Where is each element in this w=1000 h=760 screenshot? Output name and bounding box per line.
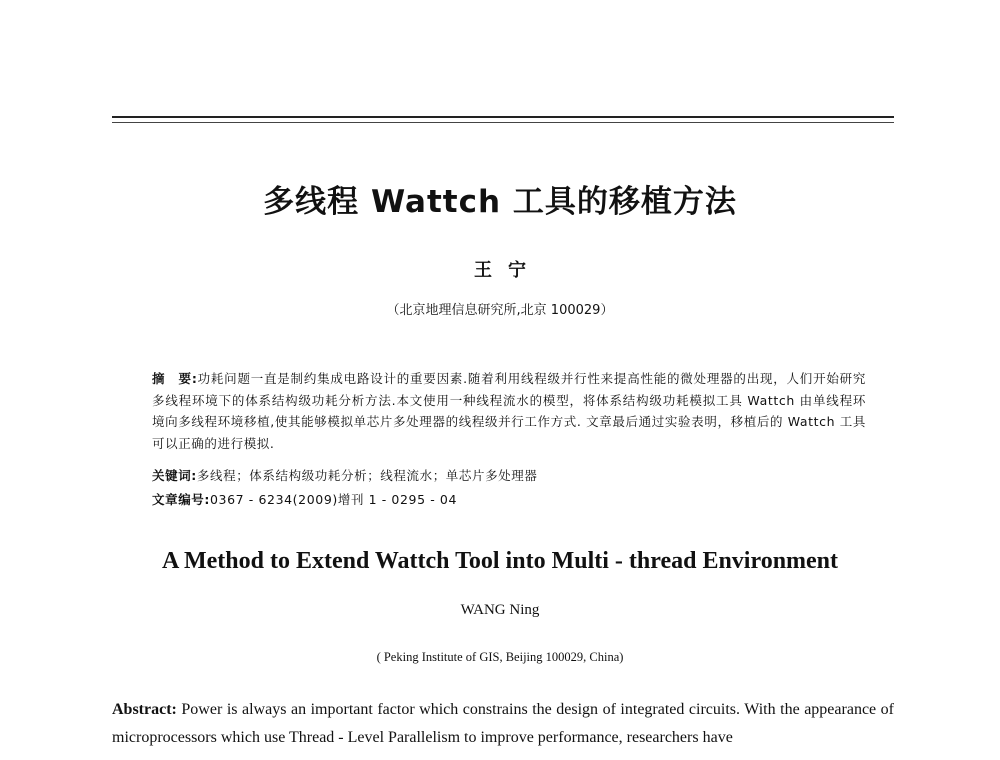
chinese-abstract [152, 368, 866, 454]
english-abstract-text: Power is always an important factor which constrains the design of integrated circuits. With the appearance of microprocessors which use Thread - Level Parallelism to improve performance, researchers have [112, 701, 894, 746]
english-author: WANG Ning [460, 602, 540, 618]
header-rule-thin [112, 122, 894, 123]
chinese-abstract-text: 功耗问题一直是制约集成电路设计的重要因素.随着利用线程级并行性来提高性能的微处理器的出现，人们开始研究多线程环境下的体系结构级功耗分析方法.本文使用一种线程流水的模型，将体系结构级功耗模拟工具 Wattch 由单线程环境向多线程环境移植,使其能够模拟单芯片多处理器的线程级并行工作方式. 文章最后通过实验表明，移植后的 Wattch 工具可以正确的进行模拟. [152, 371, 866, 451]
chinese-keywords-text: 多线程；体系结构级功耗分析；线程流水；单芯片多处理器 [196, 468, 538, 483]
english-title: A Method to Extend Wattch Tool into Multi - thread Environment [161, 548, 839, 574]
english-abstract-label: Abstract: [112, 701, 177, 718]
header-rule-thick [112, 116, 894, 118]
chinese-keywords [152, 466, 866, 484]
english-affiliation: ( Peking Institute of GIS, Beijing 100029, China) [376, 650, 624, 664]
english-abstract [112, 696, 894, 752]
chinese-article-number-text: 0367 - 6234(2009)增刊 1 - 0295 - 04 [210, 492, 458, 507]
chinese-title: 多线程 Wattch 工具的移植方法 [263, 184, 737, 220]
chinese-author: 王宁 [474, 260, 542, 281]
chinese-keywords-label: 关键词: [152, 468, 197, 483]
chinese-article-number-label: 文章编号: [152, 492, 210, 507]
chinese-affiliation: （北京地理信息研究所,北京 100029） [386, 303, 614, 318]
chinese-article-number [152, 490, 866, 508]
chinese-abstract-label: 摘 要: [152, 371, 198, 386]
